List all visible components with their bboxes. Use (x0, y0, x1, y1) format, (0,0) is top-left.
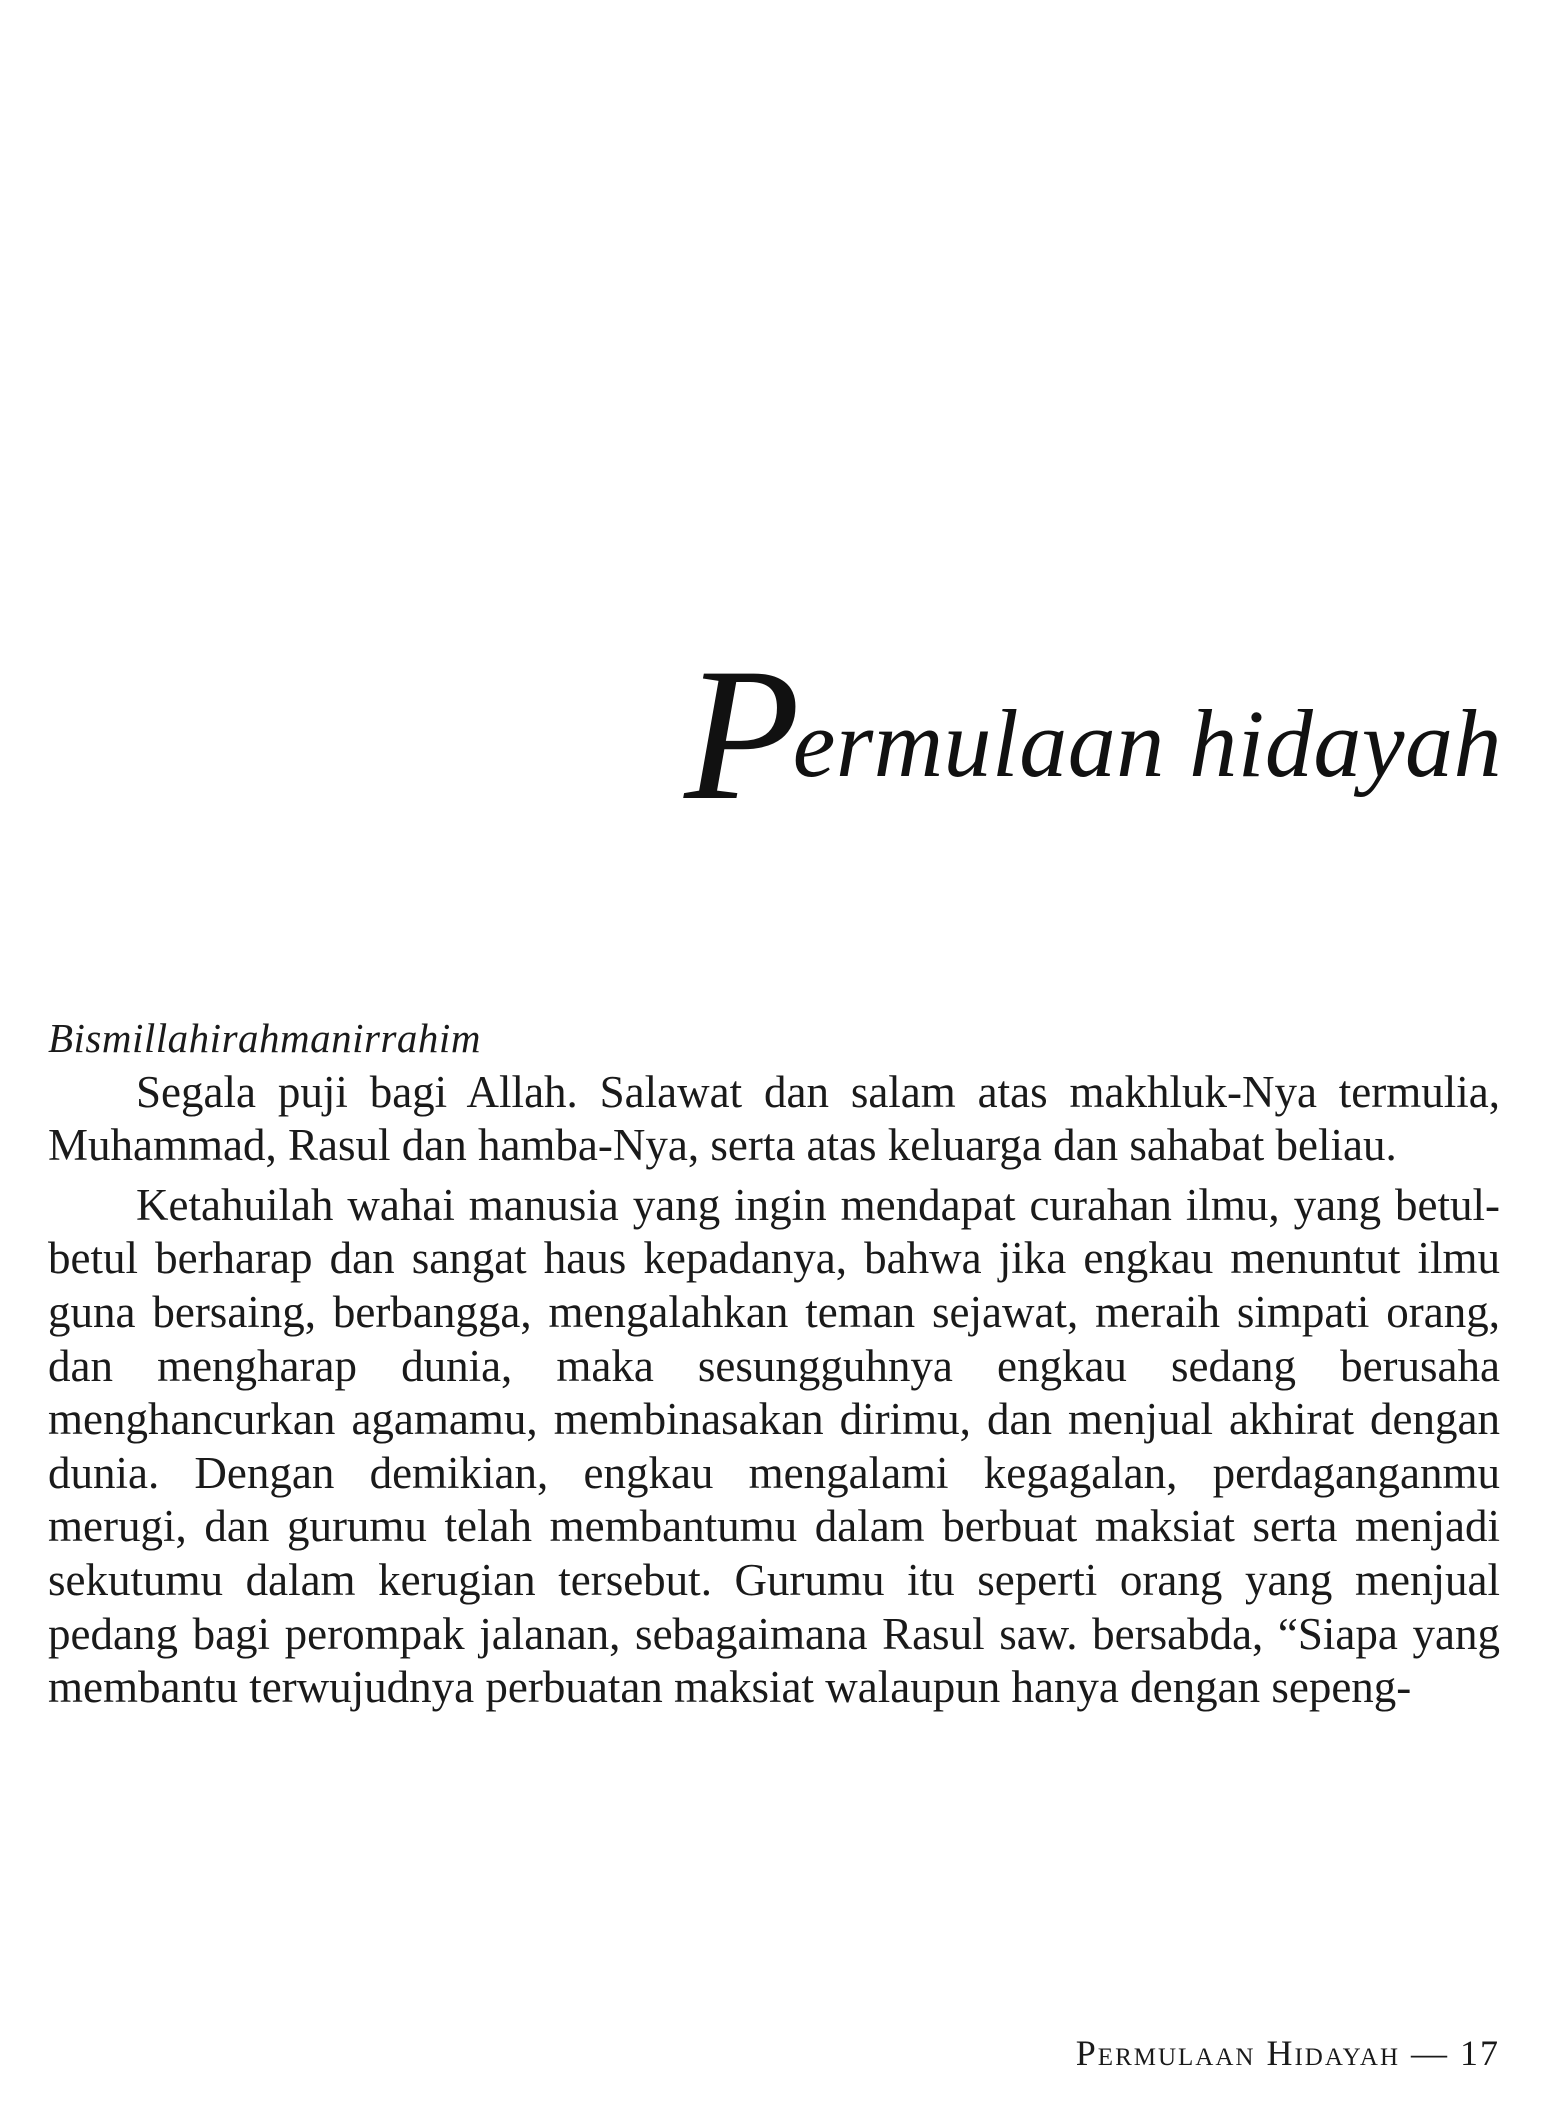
paragraph-2: Ketahuilah wahai manusia yang ingin mendapat curahan ilmu, yang betul-betul berharap dan sangat haus kepadanya, bahwa jika engkau menuntut ilmu guna bersaing, berbangga, mengalahkan teman sejawat, meraih simpati orang, dan mengharap dunia, maka sesungguhnya engkau sedang berusaha menghancurkan agamamu, membinasakan dirimu, dan menjual akhirat dengan dunia. Dengan demikian, engkau mengalami kegagalan, perdaganganmu merugi, dan gurumu telah membantumu dalam berbuat maksiat serta menjadi sekutumu dalam kerugian tersebut. Gurumu itu seperti orang yang menjual pedang bagi perompak jalanan, sebagaimana Rasul saw. bersabda, “Siapa yang membantu terwujudnya perbuatan maksiat walaupun hanya dengan sepeng- (48, 1179, 1500, 1713)
footer-separator: — (1411, 2033, 1449, 2073)
page-number: 17 (1460, 2033, 1500, 2073)
invocation: Bismillahirahmanirrahim (48, 1015, 481, 1061)
running-footer (1076, 2032, 1500, 2074)
paragraph-1: Segala puji bagi Allah. Salawat dan salam atas makhluk-Nya termulia, Muhammad, Rasul dan hamba-Nya, serta atas keluarga dan sahabat beliau. (48, 1066, 1500, 1171)
chapter-title-rest: ermulaan hidayah (792, 690, 1502, 797)
chapter-title-initial: P (684, 630, 801, 840)
running-title: Permulaan Hidayah (1075, 2033, 1400, 2073)
chapter-title (684, 630, 1502, 840)
body-text (48, 1012, 1500, 1715)
